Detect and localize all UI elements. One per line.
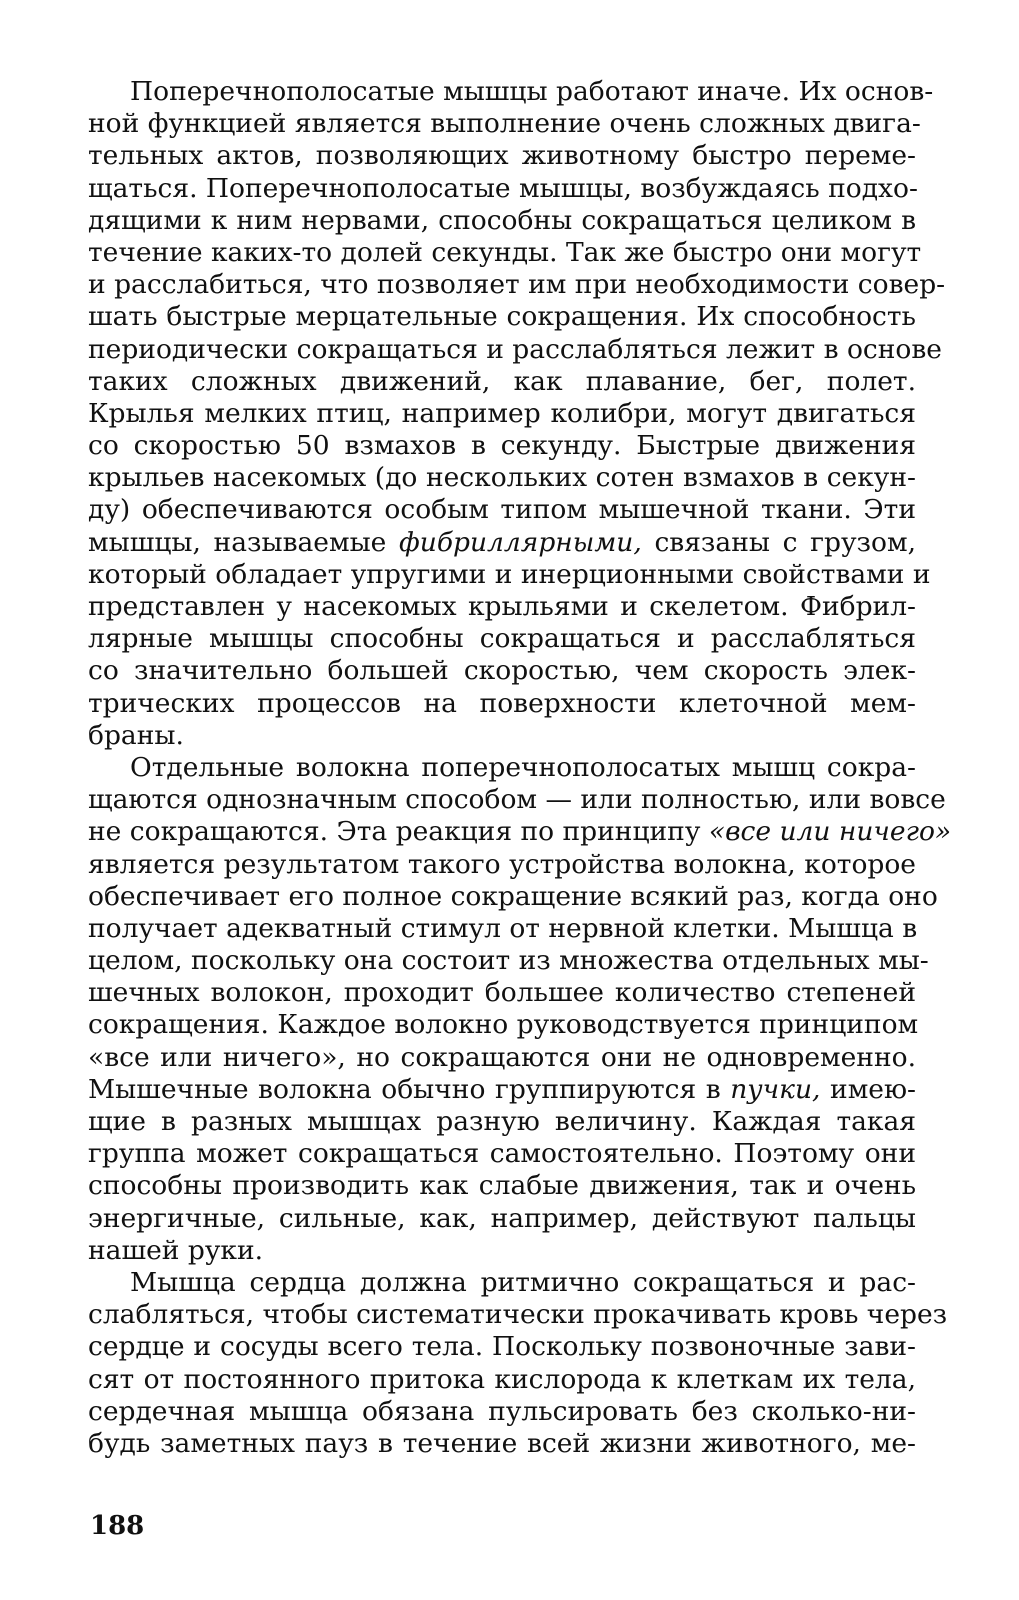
text-line: способны производить как слабые движения, так и очень: [88, 1170, 916, 1202]
paragraph: [88, 751, 952, 1267]
text-line: будь заметных пауз в течение всей жизни животного, ме-: [88, 1427, 916, 1459]
text-line: крыльев насекомых (до нескольких сотен взмахов в секун-: [88, 462, 916, 494]
text-line: и расслабиться, что позволяет им при необходимости совер-: [88, 269, 946, 301]
text-line: со значительно большей скоростью, чем скорость элек-: [88, 655, 916, 687]
text-line: Мышечные волокна обычно группируются в пучки, имею-: [88, 1073, 917, 1105]
body-text: [88, 76, 952, 1460]
paragraph: [88, 1266, 948, 1460]
text-line: группа может сокращаться самостоятельно. Поэтому они: [88, 1138, 916, 1170]
text-line: энергичные, сильные, как, например, действуют пальцы: [88, 1202, 916, 1234]
text-line: лярные мышцы способны сокращаться и расслабляться: [88, 623, 916, 655]
text-line: дящими к ним нервами, способны сокращаться целиком в: [88, 204, 916, 236]
text-line: представлен у насекомых крыльями и скелетом. Фибрил-: [88, 591, 916, 622]
text-line: тельных актов, позволяющих животному быстро переме-: [88, 140, 916, 172]
text-line: трических процессов на поверхности клеточной мем-: [88, 687, 916, 719]
text-line: браны.: [88, 719, 184, 751]
text-line: обеспечивает его полное сокращение всякий раз, когда оно: [88, 880, 938, 912]
text-line: мышцы, называемые фибриллярными, связаны с грузом,: [88, 526, 916, 558]
page-number: 188: [90, 1511, 145, 1541]
text-line: Крылья мелких птиц, например колибри, могут двигаться: [88, 397, 916, 429]
emphasis-text: пучки,: [730, 1073, 821, 1105]
text-line: щаются однозначным способом — или полностью, или вовсе: [88, 784, 946, 816]
text-line: нашей руки.: [88, 1234, 264, 1266]
text-line: который обладает упругими и инерционными свойствами и: [88, 558, 931, 590]
text-line: сердечная мышца обязана пульсировать без сколько-ни-: [88, 1395, 916, 1427]
text-line: течение каких-то долей секунды. Так же быстро они могут: [88, 236, 922, 268]
text-line: ду) обеспечиваются особым типом мышечной ткани. Эти: [88, 494, 916, 526]
text-line: таких сложных движений, как плавание, бег, полет.: [88, 365, 916, 397]
text-line: щаться. Поперечнополосатые мышцы, возбуждаясь подхо-: [88, 172, 918, 204]
text-line: «все или ничего», но сокращаются они не одновременно.: [88, 1041, 916, 1073]
text-line: слабляться, чтобы систематически прокачивать кровь через: [88, 1299, 948, 1331]
emphasis-text: «все или ничего»: [708, 816, 952, 848]
text-line: шечных волокон, проходит большее количество степеней: [88, 977, 916, 1009]
text-line: получает адекватный стимул от нервной клетки. Мышца в: [88, 912, 918, 944]
text-line: со скоростью 50 взмахов в секунду. Быстрые движения: [88, 430, 916, 462]
text-line: ной функцией является выполнение очень сложных двига-: [88, 108, 921, 140]
text-line: Поперечнополосатые мышцы работают иначе. Их основ-: [130, 76, 934, 107]
text-line: шать быстрые мерцательные сокращения. Их способность: [88, 301, 916, 333]
paragraph: [88, 76, 946, 752]
text-line: щие в разных мышцах разную величину. Каждая такая: [88, 1106, 916, 1137]
text-line: Мышца сердца должна ритмично сокращаться и рас-: [130, 1266, 916, 1298]
emphasis-text: фибриллярными,: [399, 526, 642, 558]
text-line: является результатом такого устройства волокна, которое: [88, 848, 916, 880]
text-line: сердце и сосуды всего тела. Поскольку позвоночные зави-: [88, 1331, 916, 1363]
text-line: целом, поскольку она состоит из множества отдельных мы-: [88, 945, 929, 977]
text-line: периодически сокращаться и расслабляться лежит в основе: [88, 333, 942, 365]
text-line: Отдельные волокна поперечнополосатых мышц сокра-: [130, 751, 916, 783]
text-line: сят от постоянного притока кислорода к клеткам их тела,: [88, 1363, 916, 1395]
text-line: сокращения. Каждое волокно руководствуется принципом: [88, 1009, 919, 1041]
text-line: не сокращаются. Эта реакция по принципу «все или ничего»: [88, 816, 952, 848]
